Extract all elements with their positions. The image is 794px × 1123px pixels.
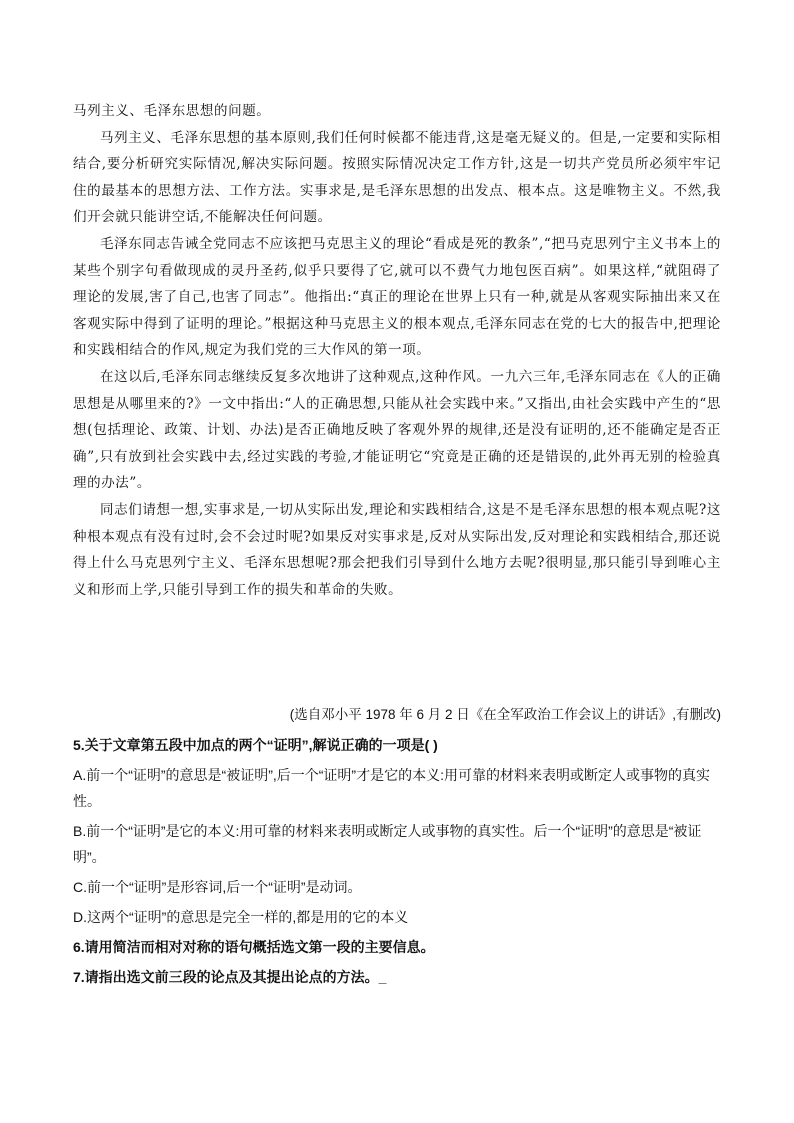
reading-passage [73,98,721,603]
question-7: 7.请指出选文前三段的论点及其提出论点的方法。_ [73,969,387,985]
question-5: 5.关于文章第五段中加点的两个“证明”,解说正确的一项是( ) [73,737,438,753]
passage-paragraph-2: 马列主义、毛泽东思想的基本原则,我们任何时候都不能违背,这是毫无疑义的。但是,一定要和实际相结合,要分析研究实际情况,解决实际问题。按照实际情况决定工作方针,这是一切共产党员所必须牢牢记住的最基本的思想方法、工作方法。实事求是,是毛泽东思想的出发点、根本点。这是唯物主义。不然,我们开会就只能讲空话,不能解决任何问题。 [73,129,721,226]
question-5-option-d: D.这两个“证明”的意思是完全一样的,都是用的它的本义 [73,909,409,925]
passage-paragraph-1: 马列主义、毛泽东思想的问题。 [73,103,271,119]
passage-paragraph-5: 同志们请想一想,实事求是,一切从实际出发,理论和实践相结合,这是不是毛泽东思想的根本观点呢?这种根本观点有没有过时,会不会过时呢?如果反对实事求是,反对从实际出发,反对理论和实践相结合,那还说得上什么马克思列宁主义、毛泽东思想呢?那会把我们引导到什么地方去呢?很明显,那只能引导到唯心主义和形而上学,只能引导到工作的损失和革命的失败。 [73,501,721,598]
question-5-option-a: A.前一个“证明”的意思是“被证明”,后一个“证明”才是它的本义:用可靠的材料来表明或断定人或事物的真实性。 [73,767,710,809]
question-5-option-b: B.前一个“证明”是它的本义:用可靠的材料来表明或断定人或事物的真实性。后一个“证明”的意思是“被证明”。 [73,823,702,865]
question-5-option-c: C.前一个“证明”是形容词,后一个“证明”是动词。 [73,879,362,895]
question-6: 6.请用简洁而相对对称的语句概括选文第一段的主要信息。 [73,939,435,955]
question-list [73,732,721,994]
passage-paragraph-3: 毛泽东同志告诫全党同志不应该把马克思主义的理论“看成是死的教条”,“把马克思列宁主义书本上的某些个别字句看做现成的灵丹圣药,似乎只要得了它,就可以不费气力地包医百病”。如果这样,“就阻碍了理论的发展,害了自己,也害了同志”。他指出:“真正的理论在世界上只有一种,就是从客观实际抽出来又在客观实际中得到了证明的理论。”根据这种马克思主义的根本观点,毛泽东同志在党的七大的报告中,把理论和实践相结合的作风,规定为我们党的三大作风的第一项。 [73,235,721,359]
passage-source: (选自邓小平 1978 年 6 月 2 日《在全军政治工作会议上的讲话》,有删改) [289,707,721,722]
passage-paragraph-4: 在这以后,毛泽东同志继续反复多次地讲了这种观点,这种作风。一九六三年,毛泽东同志在《人的正确思想是从哪里来的?》一文中指出:“人的正确思想,只能从社会实践中来。”又指出,由社会实践中产生的“思想(包括理论、政策、计划、办法)是否正确地反映了客观外界的规律,还是没有证明的,还不能确定是否正确”,只有放到社会实践中去,经过实践的考验,才能证明它“究竟是正确的还是错误的,此外再无别的检验真理的办法”。 [73,368,721,492]
